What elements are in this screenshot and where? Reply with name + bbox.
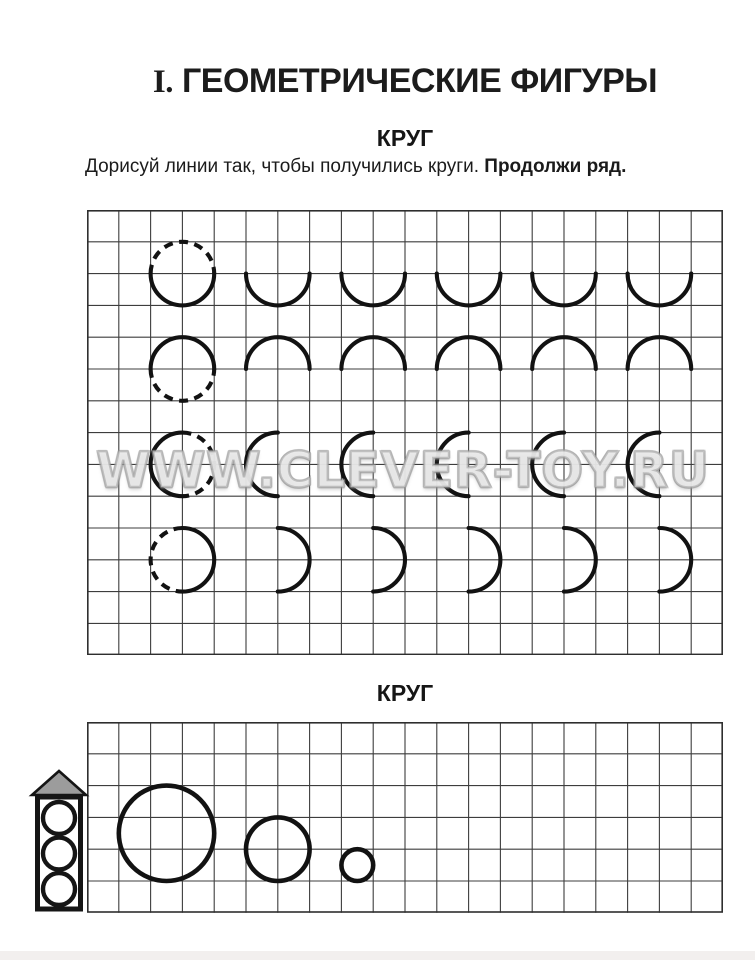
page-title-text: ГЕОМЕТРИЧЕСКИЕ ФИГУРЫ (182, 62, 658, 100)
page-bottom-scan-shadow (0, 951, 755, 960)
sample-circle (341, 849, 373, 881)
tower-circle (43, 802, 75, 834)
sample-circle (119, 786, 214, 881)
instruction-line (85, 156, 725, 178)
page-title (87, 62, 723, 101)
page-title-numeral: I. (152, 64, 174, 100)
practice-grid-circles (87, 722, 723, 913)
practice-grid-arcs (87, 210, 723, 655)
grid-lines (87, 722, 723, 913)
tower-circle (43, 838, 75, 870)
instruction-text: Дорисуй линии так, чтобы получились круги. (85, 156, 485, 177)
section-heading-krug-1: КРУГ (376, 125, 434, 151)
watermark: WWW.CLEVER-TOY.RU (96, 442, 710, 499)
grid-shapes (151, 242, 692, 592)
tower-circle (43, 873, 75, 905)
section-heading-krug-2: КРУГ (376, 680, 434, 706)
instruction-bold-text: Продолжи ряд. (484, 156, 627, 177)
roof-triangle (32, 771, 86, 795)
traffic-light-icon (28, 766, 90, 918)
